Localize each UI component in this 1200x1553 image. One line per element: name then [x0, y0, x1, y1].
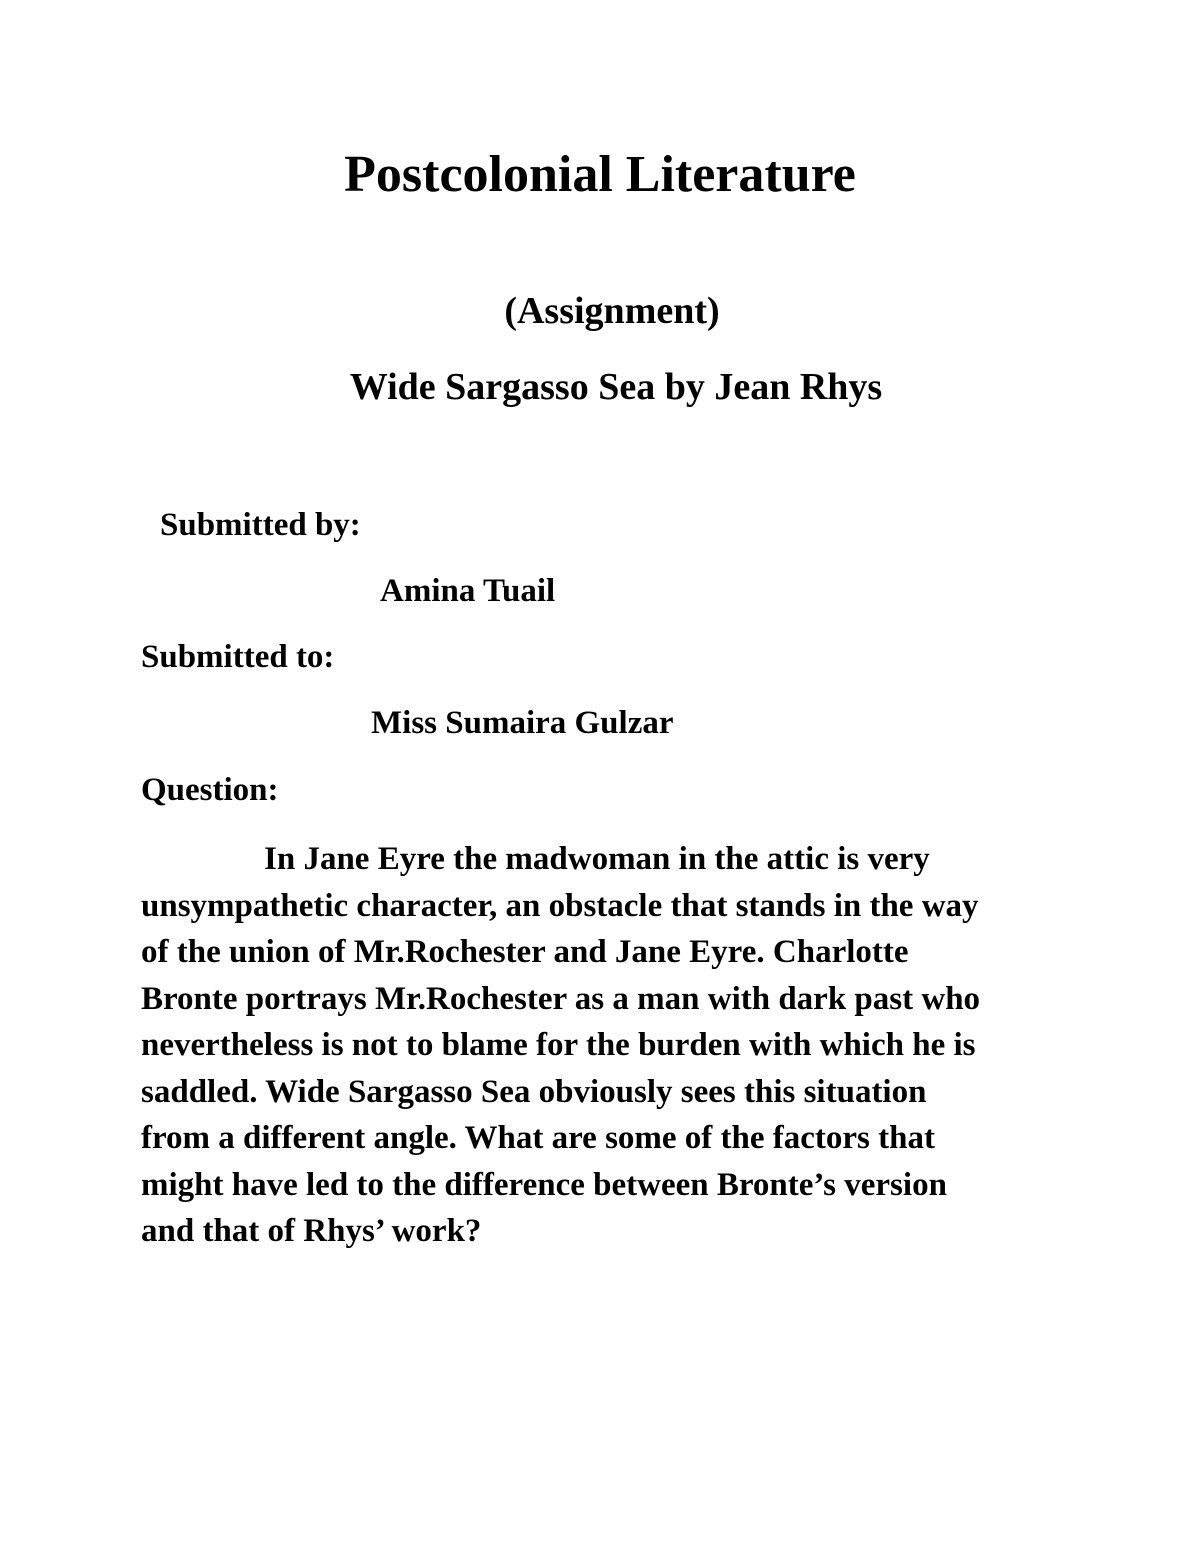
- question-text: [141, 836, 1071, 1255]
- question-line: and that of Rhys’ work?: [141, 1213, 482, 1249]
- question-line: saddled. Wide Sargasso Sea obviously sees this situation: [141, 1073, 927, 1110]
- assignment-label: (Assignment): [504, 290, 720, 332]
- question-line: In Jane Eyre the madwoman in the attic is very: [264, 841, 930, 877]
- question-line: unsympathetic character, an obstacle that stands in the way: [141, 887, 979, 924]
- question-line: might have led to the difference between Bronte’s version: [141, 1166, 947, 1203]
- question-line: nevertheless is not to blame for the burden with which he is: [141, 1027, 976, 1063]
- submitted-by-value: Amina Tuail: [380, 573, 556, 609]
- submitted-by-label: Submitted by:: [160, 507, 361, 543]
- submitted-to-value: Miss Sumaira Gulzar: [371, 705, 674, 741]
- question-label: Question:: [141, 772, 279, 808]
- document-title: Postcolonial Literature: [344, 146, 856, 203]
- submitted-to-label: Submitted to:: [141, 639, 335, 675]
- question-line: of the union of Mr.Rochester and Jane Eyre. Charlotte: [141, 934, 909, 970]
- question-line: Bronte portrays Mr.Rochester as a man with dark past who: [141, 980, 981, 1017]
- question-line: from a different angle. What are some of the factors that: [141, 1120, 935, 1156]
- book-title: Wide Sargasso Sea by Jean Rhys: [349, 366, 883, 408]
